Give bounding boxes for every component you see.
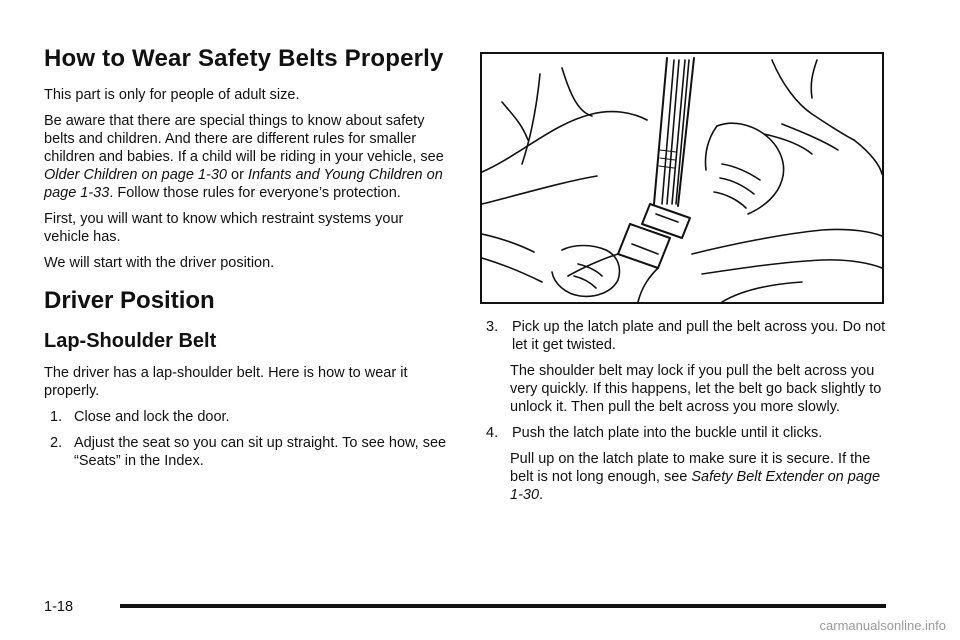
intro-paragraph-4: We will start with the driver position. — [44, 255, 275, 271]
belt-latch-drawing — [482, 54, 882, 302]
watermark: carmanualsonline.info — [819, 618, 946, 633]
footer-rule — [120, 604, 886, 608]
cross-reference-older-children[interactable]: Older Children on page 1-30 — [44, 167, 227, 183]
step-text: Pick up the latch plate and pull the belt across you. Do not let it get twisted. — [512, 319, 886, 353]
step-text: Adjust the seat so you can sit up straight. To see how, see “Seats” in the Index. — [74, 435, 447, 469]
step-4-note-end: . — [539, 487, 544, 503]
cross-reference-belt-extender[interactable]: Safety Belt Extender on page 1-30 — [510, 469, 881, 503]
page-number: 1-18 — [44, 599, 74, 615]
section-heading: Driver Position — [44, 287, 215, 314]
section-intro: The driver has a lap-shoulder belt. Here is how to wear it properly. — [44, 365, 408, 399]
step-number: 3. — [486, 319, 499, 335]
step-3-note: The shoulder belt may lock if you pull the belt across you very quickly. If this happens, let the belt go back slightly to unlock it. Then pull the belt across you more slowly. — [510, 363, 882, 415]
intro-p2-end: . Follow those rules for everyone’s protection. — [109, 185, 401, 201]
step-text: Close and lock the door. — [74, 409, 230, 425]
step-4-note — [510, 450, 886, 504]
page-title: How to Wear Safety Belts Properly — [44, 45, 444, 72]
intro-paragraph-3: First, you will want to know which restraint systems your vehicle has. — [44, 211, 404, 245]
safety-belt-illustration — [480, 52, 884, 304]
step-number: 4. — [486, 425, 499, 441]
step-4 — [486, 424, 886, 442]
step-3 — [486, 318, 886, 354]
intro-paragraph-1: This part is only for people of adult size. — [44, 87, 300, 103]
step-1 — [44, 408, 452, 426]
step-4-note-text: Pull up on the latch plate to make sure it is secure. If the belt is not long enough, see — [510, 451, 871, 485]
intro-p2-or: or — [226, 167, 248, 183]
left-column — [44, 44, 452, 478]
step-text: Push the latch plate into the buckle until it clicks. — [512, 425, 823, 441]
right-column — [486, 318, 886, 512]
intro-paragraph-2 — [44, 112, 452, 202]
step-number: 1. — [50, 409, 63, 425]
step-number: 2. — [50, 435, 63, 451]
subsection-heading: Lap-Shoulder Belt — [44, 330, 217, 352]
intro-p2-text: Be aware that there are special things to know about safety belts and children. And there are different rules for smaller children and babies. If a child will be riding in your vehicle, see — [44, 113, 444, 165]
step-2 — [44, 434, 452, 470]
cross-reference-infants[interactable]: Infants and Young Children on page 1-33 — [44, 167, 443, 201]
